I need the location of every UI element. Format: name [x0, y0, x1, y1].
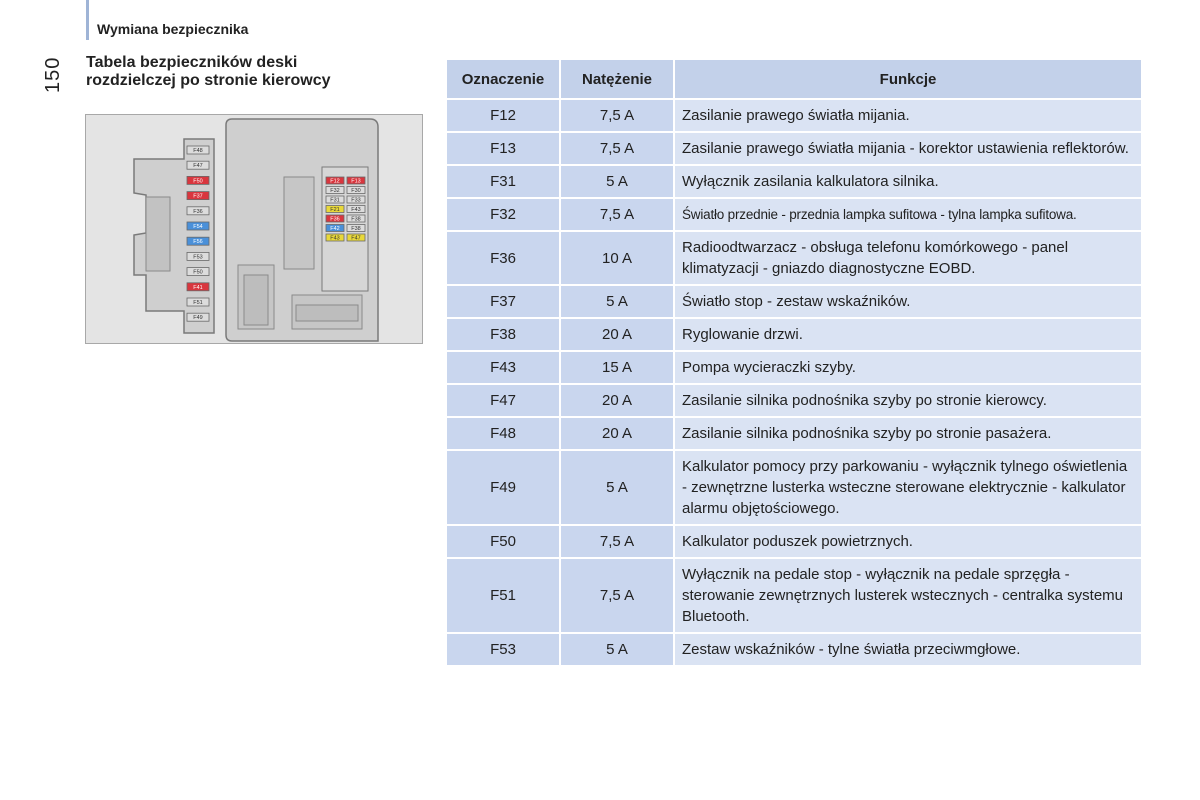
table-row	[446, 318, 1142, 351]
header-oznaczenie: Oznaczenie	[446, 59, 560, 99]
left-fuse	[187, 176, 209, 184]
header-accent-bar	[86, 0, 89, 40]
table-row	[446, 351, 1142, 384]
table-row	[446, 384, 1142, 417]
right-fuse-label: F33	[351, 197, 361, 204]
left-fuse-label: F53	[193, 254, 203, 261]
left-fuse	[187, 298, 209, 306]
fuse-amperage: 5 A	[560, 285, 674, 318]
fuse-function: Zestaw wskaźników - tylne światła przeciwmgłowe.	[674, 633, 1142, 666]
right-inner-block	[284, 177, 314, 269]
right-fuse	[326, 225, 344, 233]
fuse-id: F48	[446, 417, 560, 450]
right-fuse-label: F21	[330, 207, 340, 213]
fuse-id: F43	[446, 351, 560, 384]
fuse-id: F36	[446, 231, 560, 285]
fuse-function: Zasilanie silnika podnośnika szyby po stronie pasażera.	[674, 417, 1142, 450]
left-fuse-label: F49	[193, 315, 203, 322]
left-fuse-label: F41	[193, 284, 203, 291]
right-fuse	[347, 206, 365, 214]
left-fuse-label: F56	[193, 239, 203, 246]
right-fuse-label: F43	[351, 207, 361, 213]
fuse-amperage: 20 A	[560, 318, 674, 351]
right-fuse	[347, 225, 365, 233]
fuse-id: F53	[446, 633, 560, 666]
subtitle-line-2: rozdzielczej po stronie kierowcy	[86, 72, 331, 89]
fuse-amperage: 20 A	[560, 417, 674, 450]
fuse-function: Światło przednie - przednia lampka sufitowa - tylna lampka sufitowa.	[674, 198, 1142, 231]
left-fuse-label: F47	[193, 163, 203, 170]
right-fuse-label: F38	[351, 216, 361, 223]
fuse-amperage: 5 A	[560, 450, 674, 525]
fuse-amperage: 7,5 A	[560, 132, 674, 165]
fuse-id: F47	[446, 384, 560, 417]
fuse-table	[445, 58, 1143, 667]
fuse-function: Światło stop - zestaw wskaźników.	[674, 285, 1142, 318]
right-fuse	[326, 196, 344, 204]
right-fuse-label: F31	[330, 197, 340, 204]
right-fuse	[347, 187, 365, 195]
right-fuse-label: F42	[330, 226, 340, 232]
right-lower-slot	[296, 305, 358, 321]
fuse-function: Wyłącznik zasilania kalkulatora silnika.	[674, 165, 1142, 198]
fuse-amperage: 7,5 A	[560, 525, 674, 558]
right-fuse	[347, 215, 365, 223]
left-fuse-label: F50	[193, 269, 203, 276]
fuse-amperage: 7,5 A	[560, 558, 674, 633]
left-module-slot	[146, 197, 170, 271]
table-row	[446, 633, 1142, 666]
fuse-id: F50	[446, 525, 560, 558]
left-fuse	[187, 252, 209, 260]
left-fuse	[187, 268, 209, 276]
left-fuse-label: F48	[193, 148, 203, 154]
left-fuse	[187, 192, 209, 200]
fuse-id: F13	[446, 132, 560, 165]
table-row	[446, 99, 1142, 132]
fuse-amperage: 5 A	[560, 633, 674, 666]
fuse-box-illustration	[86, 115, 422, 343]
left-fuse	[187, 207, 209, 215]
fuse-id: F38	[446, 318, 560, 351]
fuse-id: F49	[446, 450, 560, 525]
fuse-id: F51	[446, 558, 560, 633]
right-fuse	[326, 187, 344, 195]
left-fuse-label: F50	[193, 178, 203, 185]
fuse-id: F31	[446, 165, 560, 198]
right-fuse-label: F47	[351, 235, 361, 242]
right-fuse	[326, 206, 344, 214]
fuse-id: F37	[446, 285, 560, 318]
left-fuse	[187, 146, 209, 154]
fuse-function: Zasilanie prawego światła mijania.	[674, 99, 1142, 132]
fuse-function: Zasilanie silnika podnośnika szyby po stronie kierowcy.	[674, 384, 1142, 417]
fuse-amperage: 10 A	[560, 231, 674, 285]
table-header-row	[446, 59, 1142, 99]
right-fuse	[347, 196, 365, 204]
fuse-function: Zasilanie prawego światła mijania - korektor ustawienia reflektorów.	[674, 132, 1142, 165]
table-subtitle	[86, 54, 386, 90]
left-fuse	[187, 222, 209, 230]
table-row	[446, 285, 1142, 318]
fuse-amperage: 7,5 A	[560, 198, 674, 231]
right-fuse-label: F12	[330, 178, 340, 185]
table-row	[446, 450, 1142, 525]
table-row	[446, 198, 1142, 231]
left-fuse	[187, 237, 209, 245]
header-natezenie: Natężenie	[560, 59, 674, 99]
right-fuse	[326, 215, 344, 223]
right-fuse-label: F43	[330, 235, 340, 242]
right-connector-slot	[244, 275, 268, 325]
right-fuse-label: F38	[351, 226, 361, 232]
right-fuse	[347, 177, 365, 185]
section-title: Wymiana bezpiecznika	[97, 21, 249, 37]
fuse-function: Ryglowanie drzwi.	[674, 318, 1142, 351]
right-fuse	[326, 234, 344, 242]
right-fuse-label: F30	[351, 188, 361, 194]
fuse-function: Radioodtwarzacz - obsługa telefonu komórkowego - panel klimatyzacji - gniazdo diagnostyczne EOBD.	[674, 231, 1142, 285]
subtitle-line-1: Tabela bezpieczników deski	[86, 54, 298, 71]
fuse-function: Kalkulator poduszek powietrznych.	[674, 525, 1142, 558]
left-fuse-label: F37	[193, 193, 203, 200]
left-fuse	[187, 313, 209, 321]
right-fuse-label: F36	[330, 216, 340, 223]
table-row	[446, 231, 1142, 285]
right-fuse	[326, 177, 344, 185]
header-funkcje: Funkcje	[674, 59, 1142, 99]
right-fuse	[347, 234, 365, 242]
left-fuse-label: F36	[193, 208, 203, 215]
fuse-box-diagram	[85, 114, 423, 344]
left-fuse	[187, 161, 209, 169]
right-fuse-label: F32	[330, 188, 340, 194]
fuse-function: Kalkulator pomocy przy parkowaniu - wyłącznik tylnego oświetlenia - zewnętrzne lusterka wsteczne sterowane elektrycznie - kalkulator alarmu objętościowego.	[674, 450, 1142, 525]
table-row	[446, 132, 1142, 165]
table-row	[446, 165, 1142, 198]
left-fuse-label: F54	[193, 224, 203, 230]
left-fuse-label: F51	[193, 300, 203, 306]
fuse-amperage: 20 A	[560, 384, 674, 417]
table-row	[446, 558, 1142, 633]
table-row	[446, 417, 1142, 450]
fuse-amperage: 15 A	[560, 351, 674, 384]
page-number: 150	[42, 56, 64, 93]
fuse-amperage: 5 A	[560, 165, 674, 198]
fuse-function: Wyłącznik na pedale stop - wyłącznik na pedale sprzęgła - sterowanie zewnętrznych lusterek wstecznych - centralka systemu Bluetooth.	[674, 558, 1142, 633]
table-row	[446, 525, 1142, 558]
right-fuse-label: F13	[351, 178, 361, 185]
fuse-amperage: 7,5 A	[560, 99, 674, 132]
fuse-id: F32	[446, 198, 560, 231]
fuse-function: Pompa wycieraczki szyby.	[674, 351, 1142, 384]
fuse-id: F12	[446, 99, 560, 132]
left-fuse	[187, 283, 209, 291]
